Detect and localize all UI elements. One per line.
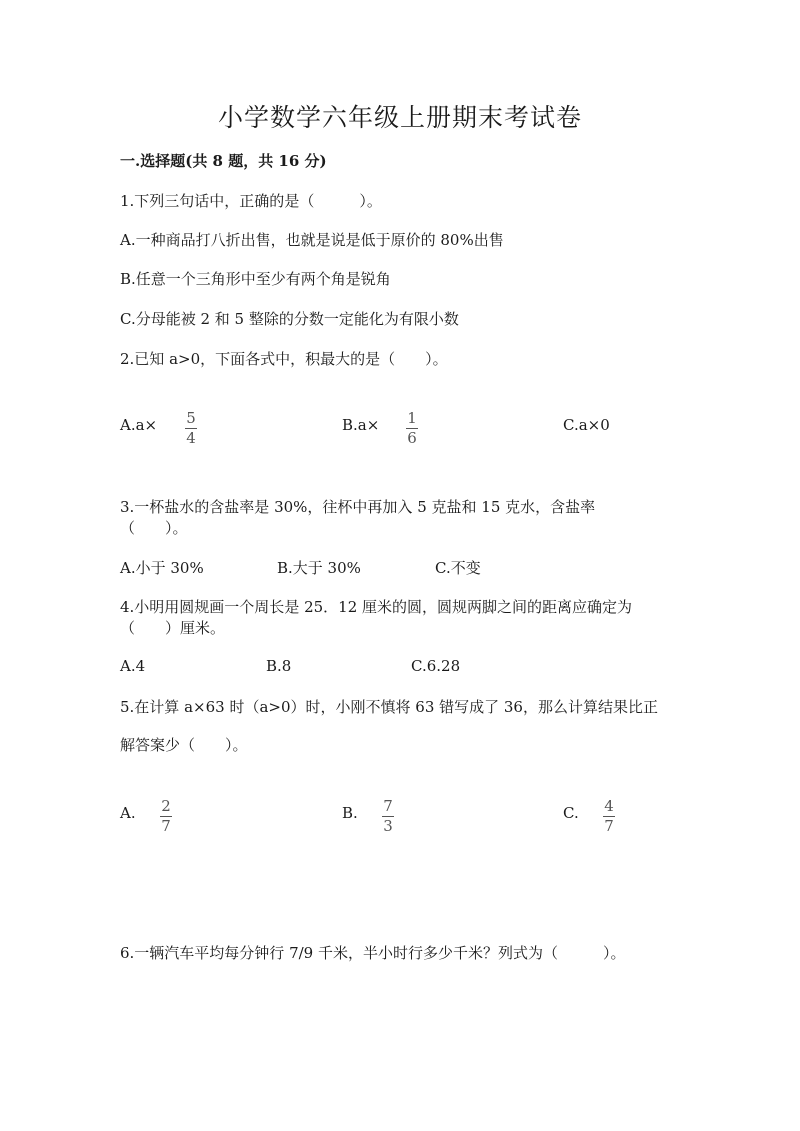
q2-option-b-label: B.a×	[342, 416, 380, 434]
q3-option-c: C.不变	[435, 559, 481, 577]
q1-stem: 1.下列三句话中，正确的是（ ）。	[120, 192, 382, 210]
q5-option-b-label: B.	[342, 804, 358, 822]
q2-option-a-fraction	[185, 410, 197, 447]
fraction-denominator: 7	[604, 817, 614, 835]
q4-stem-line2: （ ）厘米。	[120, 619, 226, 637]
q4-option-c: C.6.28	[411, 657, 461, 675]
q4-stem-line1: 4.小明用圆规画一个周长是 25．12 厘米的圆，圆规两脚之间的距离应确定为	[120, 598, 633, 616]
q5-stem-line1: 5.在计算 a×63 时（a>0）时，小刚不慎将 63 错写成了 36，那么计算结果比正	[120, 698, 658, 716]
q4-option-b: B.8	[266, 657, 292, 675]
fraction-numerator: 2	[161, 797, 171, 815]
q3-option-a: A.小于 30%	[120, 559, 204, 577]
q5-option-c-label: C.	[563, 804, 579, 822]
fraction-denominator: 3	[383, 817, 393, 835]
exam-title: 小学数学六年级上册期末考试卷	[217, 103, 582, 132]
fraction-denominator: 4	[186, 429, 196, 447]
q2-option-b-fraction	[406, 410, 418, 447]
q5-stem-line2: 解答案少（ ）。	[120, 736, 248, 754]
q4-option-a: A.4	[120, 657, 146, 675]
q1-option-b: B.任意一个三角形中至少有两个角是锐角	[120, 270, 391, 288]
fraction-numerator: 4	[604, 797, 614, 815]
fraction-numerator: 7	[383, 797, 393, 815]
q3-stem-line2: （ ）。	[120, 519, 188, 537]
q5-option-b-fraction	[382, 798, 394, 835]
q5-option-a-fraction	[160, 798, 172, 835]
q6-stem: 6.一辆汽车平均每分钟行 7/9 千米，半小时行多少千米？列式为（ ）。	[120, 944, 626, 962]
q1-option-c: C.分母能被 2 和 5 整除的分数一定能化为有限小数	[120, 310, 459, 328]
q1-option-a: A.一种商品打八折出售，也就是说是低于原价的 80%出售	[120, 231, 504, 249]
fraction-denominator: 7	[161, 817, 171, 835]
q5-option-a-label: A.	[120, 804, 136, 822]
q2-stem: 2.已知 a>0，下面各式中，积最大的是（ ）。	[120, 350, 448, 368]
q2-option-a-label: A.a×	[120, 416, 158, 434]
q3-stem-line1: 3.一杯盐水的含盐率是 30%，往杯中再加入 5 克盐和 15 克水，含盐率	[120, 498, 596, 516]
fraction-denominator: 6	[407, 429, 417, 447]
fraction-numerator: 1	[407, 409, 417, 427]
fraction-numerator: 5	[186, 409, 196, 427]
q2-option-c: C.a×0	[563, 416, 610, 434]
q5-option-c-fraction	[603, 798, 615, 835]
section-heading: 一.选择题(共 8 题，共 16 分)	[120, 152, 327, 170]
q3-option-b: B.大于 30%	[277, 559, 361, 577]
